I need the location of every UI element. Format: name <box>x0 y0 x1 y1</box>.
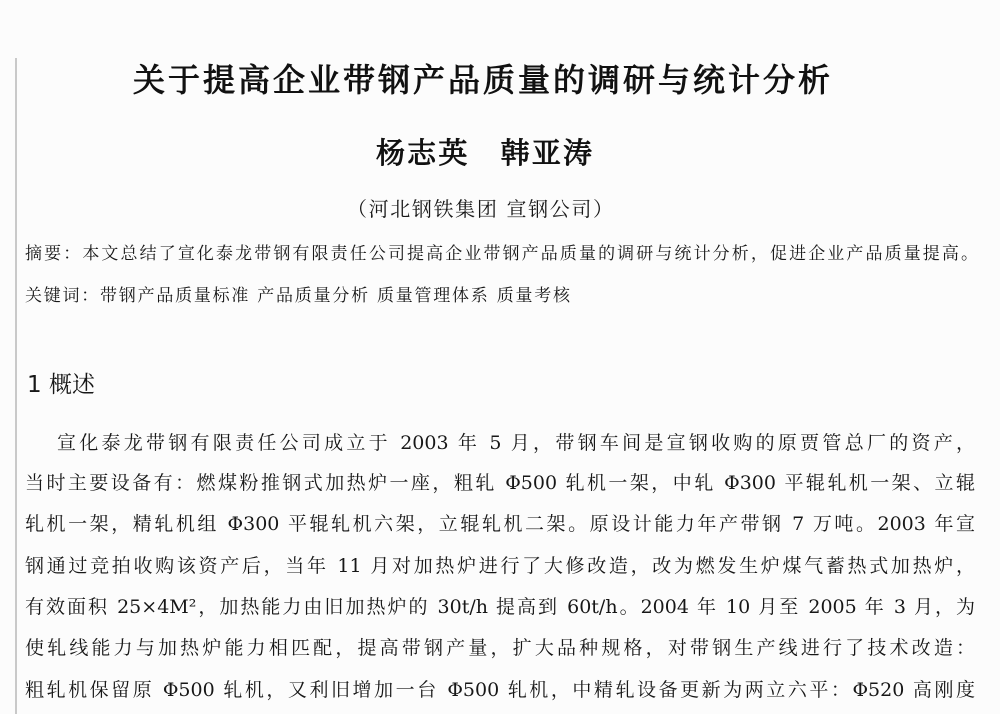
abstract-text: 本文总结了宣化泰龙带钢有限责任公司提高企业带钢产品质量的调研与统计分析，促进企业产品质量提高。 <box>82 244 978 264</box>
section-heading: 1 概述 <box>27 372 95 398</box>
body-line: 轧机一架，精轧机组 Φ300 平辊轧机六架，立辊轧机二架。原设计能力年产带钢 7 万吨。2003 年宣 <box>25 513 975 535</box>
keywords-text: 带钢产品质量标准 产品质量分析 质量管理体系 质量考核 <box>100 286 570 306</box>
body-line: 当时主要设备有：燃煤粉推钢式加热炉一座，粗轧 Φ500 轧机一架，中轧 Φ300 平辊轧机一架、立辊 <box>25 472 975 494</box>
body-line: 钢通过竞拍收购该资产后，当年 11 月对加热炉进行了大修改造，改为燃发生炉煤气蓄热式加热炉， <box>25 555 975 577</box>
body-line: 粗轧机保留原 Φ500 轧机，又利旧增加一台 Φ500 轧机，中精轧设备更新为两立六平：Φ520 高刚度 <box>25 679 975 701</box>
body-line: 有效面积 25×4M²，加热能力由旧加热炉的 30t/h 提高到 60t/h。2004 年 10 月至 2005 年 3 月，为 <box>25 596 975 618</box>
abstract-label: 摘要： <box>25 244 83 264</box>
author-affiliation: （河北钢铁集团 宣钢公司） <box>347 197 613 221</box>
author-list: 杨志英 韩亚涛 <box>376 136 592 170</box>
paper-title: 关于提高企业带钢产品质量的调研与统计分析 <box>133 61 830 99</box>
body-line: 宣化泰龙带钢有限责任公司成立于 2003 年 5 月，带钢车间是宣钢收购的原贾管总厂的资产， <box>57 432 975 454</box>
keywords-label: 关键词： <box>25 286 101 306</box>
body-line: 使轧线能力与加热炉能力相匹配，提高带钢产量，扩大品种规格，对带钢生产线进行了技术改造： <box>25 637 975 659</box>
abstract <box>25 242 978 266</box>
scan-edge <box>15 58 17 714</box>
keywords <box>25 284 570 308</box>
